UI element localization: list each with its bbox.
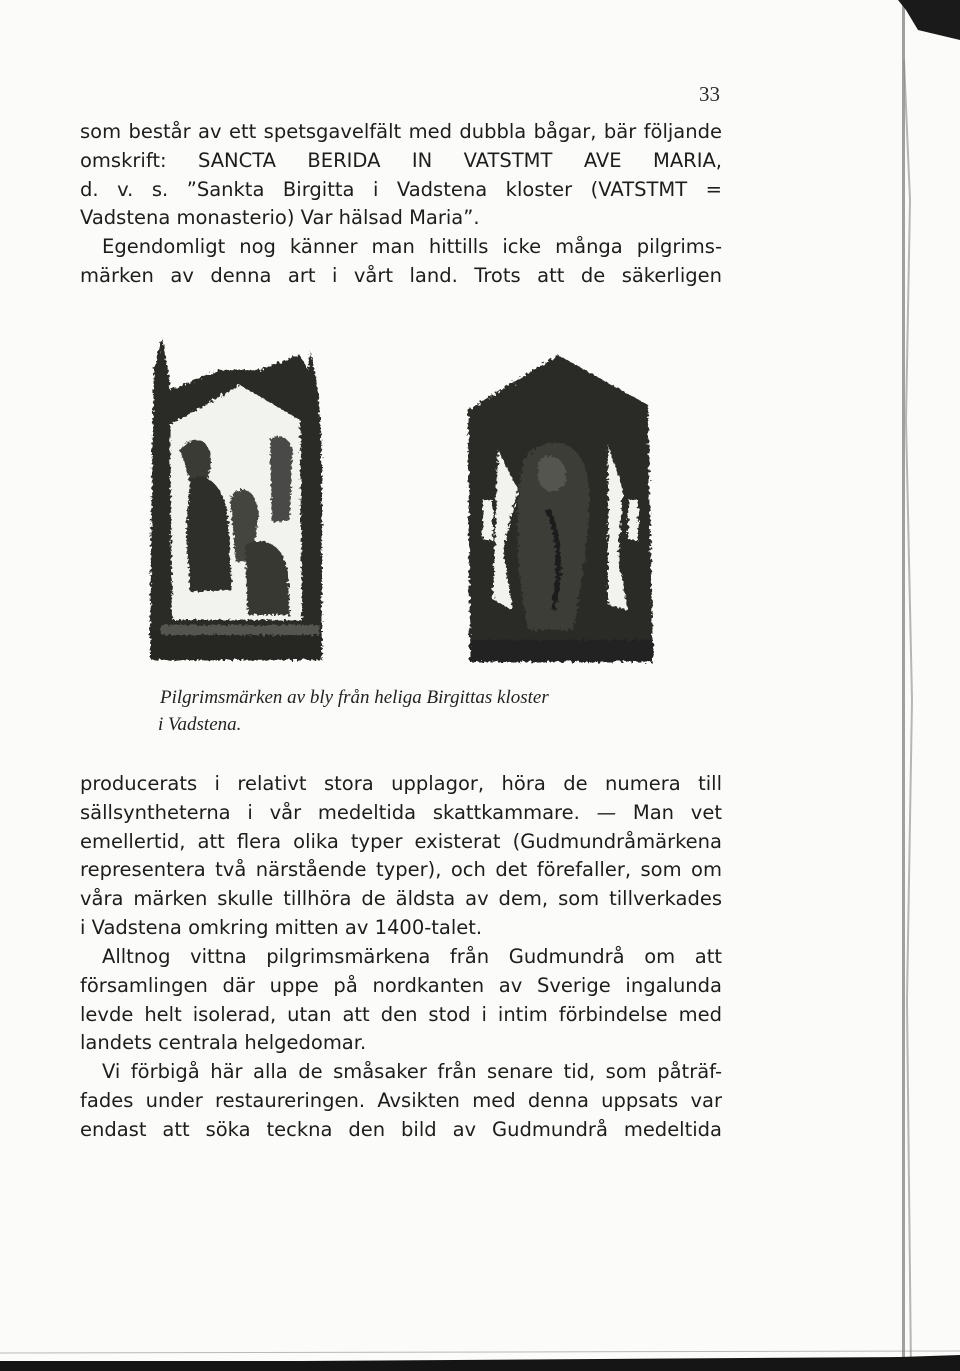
pilgrim-badge-right-image [458, 350, 668, 665]
pilgrim-badge-left-image [140, 330, 340, 670]
caption-line: i Vadstena. [158, 714, 242, 735]
figure-caption [160, 684, 720, 738]
text-line: Egendomligt nog känner man hittills icke många pilgrims- [102, 235, 722, 259]
scan-edge-bottom [0, 1331, 960, 1371]
text-line: församlingen där uppe på nordkanten av Sverige ingalunda [80, 973, 722, 997]
caption-line: Pilgrimsmärken av bly från heliga Birgittas kloster [160, 687, 549, 708]
body-paragraph-1 [80, 770, 722, 943]
top-paragraph [80, 118, 722, 291]
body-paragraph-3 [80, 1058, 722, 1144]
text-line: sällsyntheterna i vår medeltida skattkammare. — Man vet [80, 800, 722, 824]
text-line: Vi förbigå här alla de småsaker från senare tid, som påträf- [102, 1060, 722, 1083]
text-line: representera två närstående typer), och det förefaller, som om [80, 858, 722, 882]
page-number: 33 [699, 82, 720, 106]
text-line: d. v. s. ”Sankta Birgitta i Vadstena kloster (VATSTMT = [80, 177, 722, 201]
text-line: Vadstena monasterio) Var hälsad Maria”. [80, 206, 480, 230]
text-line: producerats i relativt stora upplagor, höra de numera till [80, 772, 722, 795]
scan-edge-right [898, 0, 960, 1371]
text-line: Alltnog vittna pilgrimsmärkena från Gudmundrå om att [102, 945, 722, 968]
text-line: i Vadstena omkring mitten av 1400-talet. [80, 915, 483, 939]
text-line: fades under restaureringen. Avsikten med denna uppsats var [80, 1088, 722, 1112]
body-paragraph-2 [80, 943, 722, 1058]
text-line: omskrift: SANCTA BERIDA IN VATSTMT AVE MARIA, [80, 148, 722, 172]
text-line: som består av ett spetsgavelfält med dubbla bågar, bär följande [80, 120, 722, 143]
text-line: märken av denna art i vårt land. Trots att de säkerligen [80, 263, 722, 287]
text-line: våra märken skulle tillhöra de äldsta av dem, som tillverkades [80, 887, 722, 911]
text-line: endast att söka teckna den bild av Gudmundrå medeltida [80, 1117, 722, 1141]
text-line: levde helt isolerad, utan att den stod i intim förbindelse med [80, 1002, 722, 1026]
text-line: landets centrala helgedomar. [80, 1031, 367, 1055]
text-line: emellertid, att flera olika typer existerat (Gudmundråmärkena [80, 829, 722, 853]
